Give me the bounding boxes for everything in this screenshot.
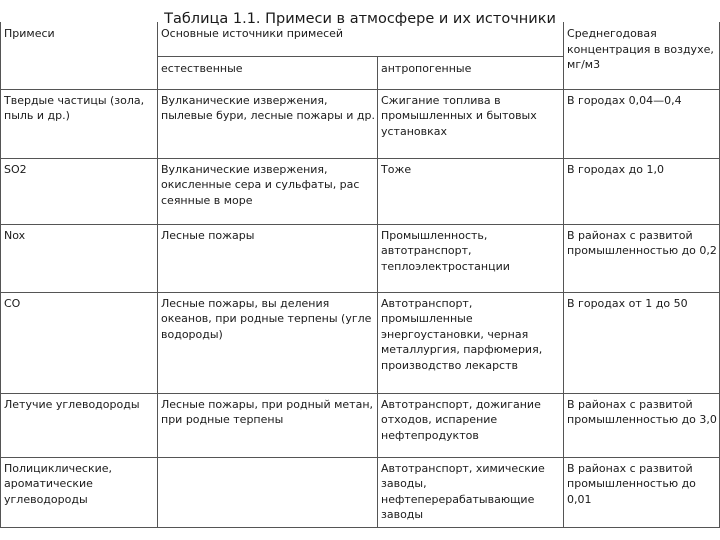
cell-concentration: В районах с развитой промышленностью до 0,2 — [564, 224, 720, 292]
table-row — [1, 292, 720, 393]
cell-natural: Вулканические извержения, окисленные сера и сульфаты, рас сеянные в море — [158, 158, 378, 224]
cell-natural: Вулканические извержения, пылевые бури, лесные пожары и др. — [158, 89, 378, 158]
header-anthropogenic: антропогенные — [378, 56, 564, 89]
cell-anthropogenic: Автотранспорт, дожигание отходов, испарение нефтепродуктов — [378, 393, 564, 457]
cell-anthropogenic: Тоже — [378, 158, 564, 224]
cell-concentration: В районах с развитой промышленностью до 0,01 — [564, 457, 720, 527]
header-concentration: Среднегодовая концентрация в воздухе, мг/м3 — [564, 22, 720, 89]
table-title: Таблица 1.1. Примеси в атмосфере и их источники — [164, 11, 556, 27]
cell-natural: Лесные пожары, при родный метан, при родные терпены — [158, 393, 378, 457]
cell-anthropogenic: Автотранспорт, промышленные энергоустановки, черная металлургия, парфюмерия, производство лекарств — [378, 292, 564, 393]
table-row — [1, 224, 720, 292]
cell-impurity: CO — [1, 292, 158, 393]
header-natural: естественные — [158, 56, 378, 89]
cell-natural — [158, 457, 378, 527]
header-row-1 — [1, 22, 720, 56]
impurities-table — [0, 22, 720, 528]
cell-anthropogenic: Автотранспорт, химические заводы, нефтеперерабатывающие заводы — [378, 457, 564, 527]
cell-anthropogenic: Сжигание топлива в промышленных и бытовых установках — [378, 89, 564, 158]
table-row — [1, 89, 720, 158]
table-row — [1, 457, 720, 527]
cell-concentration: В районах с развитой промышленностью до 3,0 — [564, 393, 720, 457]
header-sources: Основные источники примесей — [158, 22, 564, 56]
cell-impurity: Летучие углеводороды — [1, 393, 158, 457]
cell-impurity: SO2 — [1, 158, 158, 224]
cell-concentration: В городах от 1 до 50 — [564, 292, 720, 393]
cell-natural: Лесные пожары — [158, 224, 378, 292]
cell-concentration: В городах 0,04—0,4 — [564, 89, 720, 158]
cell-impurity: Nox — [1, 224, 158, 292]
cell-natural: Лесные пожары, вы деления океанов, при родные терпены (угле водороды) — [158, 292, 378, 393]
header-impurity: Примеси — [1, 22, 158, 89]
cell-impurity: Твердые частицы (зола, пыль и др.) — [1, 89, 158, 158]
table-row — [1, 393, 720, 457]
cell-concentration: В городах до 1,0 — [564, 158, 720, 224]
cell-anthropogenic: Промышленность, автотранспорт, теплоэлектростанции — [378, 224, 564, 292]
table-row — [1, 158, 720, 224]
cell-impurity: Полициклические, ароматические углеводороды — [1, 457, 158, 527]
